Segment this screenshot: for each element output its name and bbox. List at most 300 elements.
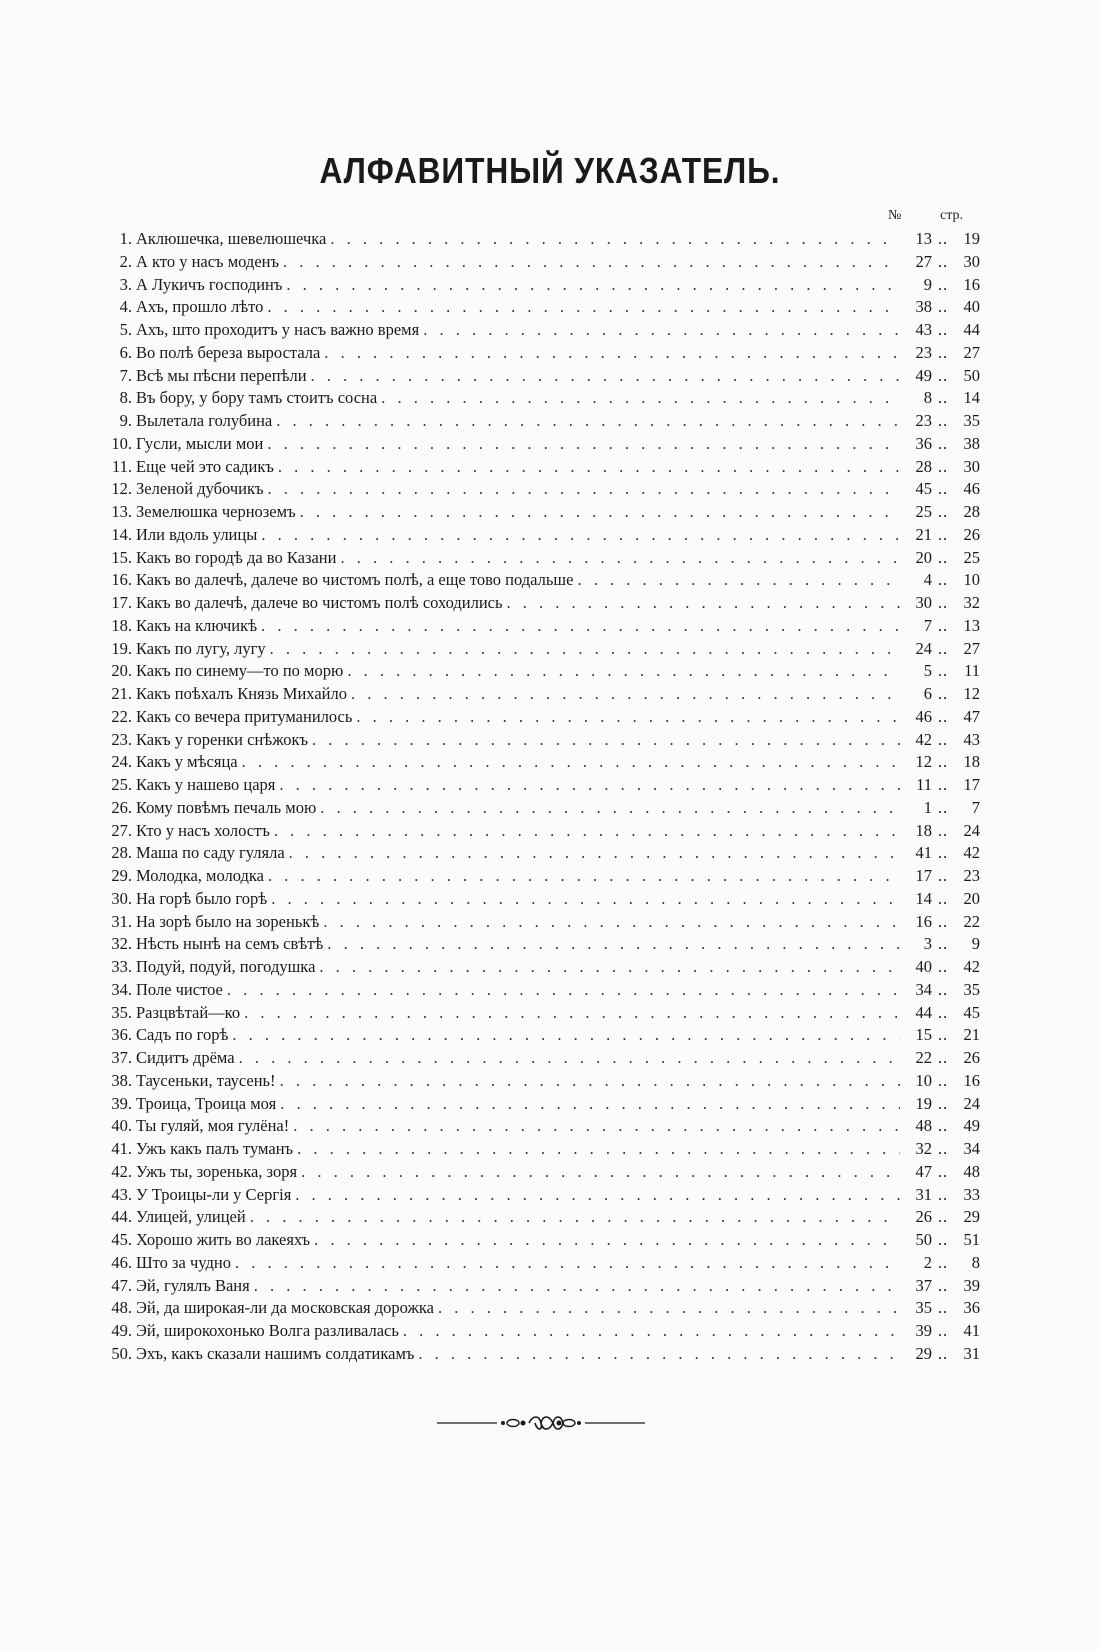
entry-title: Во полѣ береза выростала xyxy=(136,342,321,362)
entry-page: 16 xyxy=(963,274,980,294)
entry-page: 44 xyxy=(963,320,980,339)
entry-separator: .. xyxy=(937,752,949,772)
entry-separator: .. xyxy=(937,1321,949,1340)
dot-leader xyxy=(289,842,900,865)
entry-separator: .. xyxy=(937,502,949,521)
entry-title: Разцвѣтай—ко xyxy=(136,1002,241,1022)
entry-number: 23 xyxy=(915,342,932,362)
index-entry xyxy=(100,1229,980,1252)
decorative-ornament xyxy=(437,1410,645,1436)
dot-leader xyxy=(423,319,900,342)
entry-separator: .. xyxy=(937,934,949,954)
index-entry xyxy=(100,888,980,911)
entry-index: 28. xyxy=(111,843,132,863)
entry-index: 30. xyxy=(111,888,132,908)
dot-leader xyxy=(242,751,900,774)
entry-index: 5. xyxy=(119,320,132,339)
entry-number: 13 xyxy=(915,229,932,248)
entry-title: Садъ по горѣ xyxy=(136,1025,229,1045)
entry-title: Подуй, подуй, погодушка xyxy=(136,957,316,976)
entry-page: 19 xyxy=(963,229,980,248)
index-entry xyxy=(100,1070,980,1093)
entry-page: 42 xyxy=(963,957,980,976)
entry-title: Ужъ какъ палъ туманъ xyxy=(136,1139,294,1158)
entry-index: 32. xyxy=(111,934,132,954)
dot-leader xyxy=(280,1070,900,1093)
dot-leader xyxy=(418,1343,900,1366)
entry-index: 46. xyxy=(111,1252,132,1272)
entry-title: Эй, широкохонько Волга разливалась xyxy=(136,1321,399,1340)
dot-leader xyxy=(276,410,900,433)
entry-index: 43. xyxy=(111,1184,132,1204)
entry-title: Какъ по синему—то по морю xyxy=(136,661,344,681)
entry-title: На зорѣ было на зоренькѣ xyxy=(136,911,320,931)
entry-title: А кто у насъ моденъ xyxy=(136,251,280,271)
entry-index: 2. xyxy=(119,251,132,271)
entry-page: 25 xyxy=(963,547,980,567)
index-entry xyxy=(100,296,980,319)
entry-number: 35 xyxy=(915,1298,932,1318)
entry-number: 6 xyxy=(923,684,932,703)
entry-title: Какъ у нашево царя xyxy=(136,775,276,794)
entry-number: 30 xyxy=(915,593,932,612)
entry-page: 24 xyxy=(963,820,980,840)
entry-index: 49. xyxy=(111,1321,132,1340)
entry-title: Ахъ, прошло лѣто xyxy=(136,297,264,317)
entry-page: 35 xyxy=(963,979,980,999)
entry-index: 1. xyxy=(119,229,132,248)
index-list xyxy=(100,228,980,1366)
entry-title: Ты гуляй, моя гулёна! xyxy=(136,1116,290,1136)
dot-leader xyxy=(403,1320,900,1343)
entry-page: 14 xyxy=(963,388,980,408)
entry-page: 46 xyxy=(963,479,980,499)
entry-index: 50. xyxy=(111,1343,132,1363)
entry-title: Кому повѣмъ печаль мою xyxy=(136,797,317,817)
index-entry xyxy=(100,1297,980,1320)
entry-title: Какъ во далечѣ, далече во чистомъ полѣ соходились xyxy=(136,593,503,612)
entry-title: Земелюшка черноземъ xyxy=(136,502,296,521)
entry-number: 26 xyxy=(915,1207,932,1227)
entry-page: 36 xyxy=(963,1298,980,1318)
entry-number: 42 xyxy=(915,729,932,749)
dot-leader xyxy=(232,1024,900,1047)
entry-title: Хорошо жить во лакеяхъ xyxy=(136,1230,311,1249)
entry-page: 18 xyxy=(963,752,980,772)
entry-page: 17 xyxy=(963,775,980,794)
dot-leader xyxy=(356,706,900,729)
dot-leader xyxy=(327,933,900,956)
entry-page: 30 xyxy=(963,251,980,271)
dot-leader xyxy=(235,1252,900,1275)
entry-separator: .. xyxy=(937,1230,949,1249)
entry-number: 28 xyxy=(915,456,932,476)
index-entry xyxy=(100,1024,980,1047)
index-entry xyxy=(100,1275,980,1298)
dot-leader xyxy=(319,956,900,979)
entry-separator: .. xyxy=(937,251,949,271)
entry-title: Улицей, улицей xyxy=(136,1207,246,1227)
index-entry xyxy=(100,706,980,729)
dot-leader xyxy=(244,1002,900,1025)
index-entry xyxy=(100,774,980,797)
entry-number: 45 xyxy=(915,479,932,499)
entry-index: 13. xyxy=(111,502,132,521)
entry-separator: .. xyxy=(937,524,949,544)
index-entry xyxy=(100,751,980,774)
entry-index: 41. xyxy=(111,1139,132,1158)
entry-number: 22 xyxy=(915,1048,932,1067)
entry-separator: .. xyxy=(937,979,949,999)
entry-separator: .. xyxy=(937,365,949,385)
entry-separator: .. xyxy=(937,797,949,817)
entry-number: 49 xyxy=(915,365,932,385)
entry-number: 46 xyxy=(915,706,932,726)
entry-separator: .. xyxy=(937,729,949,749)
entry-index: 14. xyxy=(111,524,132,544)
entry-separator: .. xyxy=(937,411,949,430)
entry-index: 31. xyxy=(111,911,132,931)
entry-separator: .. xyxy=(937,661,949,681)
entry-index: 27. xyxy=(111,820,132,840)
dot-leader xyxy=(507,592,900,615)
entry-page: 45 xyxy=(963,1002,980,1022)
entry-number: 8 xyxy=(923,388,932,408)
dot-leader xyxy=(279,774,900,797)
dot-leader xyxy=(283,251,900,274)
entry-index: 11. xyxy=(111,456,132,476)
entry-number: 1 xyxy=(923,797,932,817)
entry-number: 31 xyxy=(915,1184,932,1204)
dot-leader xyxy=(250,1206,900,1229)
entry-title: Кто у насъ холостъ xyxy=(136,820,270,840)
entry-separator: .. xyxy=(937,866,949,885)
dot-leader xyxy=(267,296,900,319)
entry-number: 16 xyxy=(915,911,932,931)
entry-page: 38 xyxy=(963,433,980,453)
index-entry xyxy=(100,660,980,683)
entry-title: Или вдоль улицы xyxy=(136,524,258,544)
entry-number: 37 xyxy=(915,1275,932,1295)
entry-separator: .. xyxy=(937,456,949,476)
entry-index: 21. xyxy=(111,684,132,703)
entry-title: Ахъ, што проходитъ у насъ важно время xyxy=(136,320,420,339)
entry-page: 49 xyxy=(963,1116,980,1136)
index-entry xyxy=(100,251,980,274)
dot-leader xyxy=(347,660,900,683)
dot-leader xyxy=(351,683,900,706)
entry-separator: .. xyxy=(937,1070,949,1090)
index-entry xyxy=(100,456,980,479)
entry-page: 30 xyxy=(963,456,980,476)
entry-separator: .. xyxy=(937,911,949,931)
index-entry xyxy=(100,1161,980,1184)
entry-title: Поле чистое xyxy=(136,979,223,999)
entry-index: 19. xyxy=(111,638,132,658)
index-entry xyxy=(100,683,980,706)
entry-title: Што за чудно xyxy=(136,1252,231,1272)
entry-number: 47 xyxy=(915,1161,932,1181)
entry-title: Зеленой дубочикъ xyxy=(136,479,264,499)
index-entry xyxy=(100,592,980,615)
entry-separator: .. xyxy=(937,706,949,726)
entry-number: 32 xyxy=(915,1139,932,1158)
dot-leader xyxy=(280,1093,900,1116)
index-entry xyxy=(100,342,980,365)
dot-leader xyxy=(293,1115,900,1138)
entry-index: 17. xyxy=(111,593,132,612)
entry-index: 39. xyxy=(111,1093,132,1113)
dot-leader xyxy=(301,1161,900,1184)
index-entry xyxy=(100,1206,980,1229)
entry-index: 6. xyxy=(119,342,132,362)
entry-page: 16 xyxy=(963,1070,980,1090)
entry-page: 39 xyxy=(963,1275,980,1295)
entry-page: 9 xyxy=(971,934,980,954)
entry-index: 29. xyxy=(111,866,132,885)
entry-page: 13 xyxy=(963,615,980,635)
entry-page: 40 xyxy=(963,297,980,317)
index-entry xyxy=(100,387,980,410)
index-entry xyxy=(100,933,980,956)
entry-separator: .. xyxy=(937,888,949,908)
entry-page: 34 xyxy=(963,1139,980,1158)
index-entry xyxy=(100,1138,980,1161)
index-entry xyxy=(100,842,980,865)
entry-page: 48 xyxy=(963,1161,980,1181)
entry-separator: .. xyxy=(937,479,949,499)
entry-page: 8 xyxy=(971,1252,980,1272)
dot-leader xyxy=(268,865,900,888)
entry-separator: .. xyxy=(937,342,949,362)
entry-title: Эй, гулялъ Ваня xyxy=(136,1275,250,1295)
index-entry xyxy=(100,1343,980,1366)
entry-page: 26 xyxy=(963,524,980,544)
entry-title: Какъ поѣхалъ Князь Михайло xyxy=(136,684,347,703)
entry-number: 19 xyxy=(915,1093,932,1113)
entry-number: 34 xyxy=(915,979,932,999)
entry-page: 10 xyxy=(963,570,980,590)
entry-page: 50 xyxy=(963,365,980,385)
dot-leader xyxy=(278,456,900,479)
entry-separator: .. xyxy=(937,615,949,635)
entry-number: 5 xyxy=(923,661,932,681)
index-entry xyxy=(100,865,980,888)
entry-title: Какъ у мѣсяца xyxy=(136,752,238,772)
entry-separator: .. xyxy=(937,1298,949,1318)
dot-leader xyxy=(438,1297,900,1320)
entry-separator: .. xyxy=(937,1093,949,1113)
entry-number: 14 xyxy=(915,888,932,908)
entry-number: 44 xyxy=(915,1002,932,1022)
entry-index: 22. xyxy=(111,706,132,726)
entry-index: 48. xyxy=(111,1298,132,1318)
entry-index: 8. xyxy=(119,388,132,408)
entry-page: 27 xyxy=(963,638,980,658)
dot-leader xyxy=(330,228,900,251)
entry-number: 36 xyxy=(915,433,932,453)
dot-leader xyxy=(261,615,900,638)
entry-separator: .. xyxy=(937,1184,949,1204)
index-entry xyxy=(100,1115,980,1138)
entry-number: 7 xyxy=(923,615,932,635)
index-entry xyxy=(100,501,980,524)
entry-separator: .. xyxy=(937,775,949,794)
entry-title: Какъ у горенки снѣжокъ xyxy=(136,729,309,749)
entry-title: Аклюшечка, шевелюшечка xyxy=(136,229,327,248)
entry-number: 23 xyxy=(915,411,932,430)
dot-leader xyxy=(381,387,900,410)
entry-page: 20 xyxy=(963,888,980,908)
entry-separator: .. xyxy=(937,820,949,840)
entry-title: Маша по саду гуляла xyxy=(136,843,285,863)
dot-leader xyxy=(274,820,900,843)
index-entry xyxy=(100,797,980,820)
entry-separator: .. xyxy=(937,638,949,658)
entry-separator: .. xyxy=(937,843,949,863)
dot-leader xyxy=(267,433,900,456)
entry-title: На горѣ было горѣ xyxy=(136,888,268,908)
index-entry xyxy=(100,524,980,547)
entry-number: 41 xyxy=(915,843,932,863)
dot-leader xyxy=(577,569,900,592)
index-entry xyxy=(100,911,980,934)
dot-leader xyxy=(261,524,900,547)
entry-number: 2 xyxy=(923,1252,932,1272)
entry-separator: .. xyxy=(937,1002,949,1022)
entry-index: 36. xyxy=(111,1025,132,1045)
entry-index: 38. xyxy=(111,1070,132,1090)
entry-page: 43 xyxy=(963,729,980,749)
entry-index: 35. xyxy=(111,1002,132,1022)
entry-page: 22 xyxy=(963,911,980,931)
index-entry xyxy=(100,1320,980,1343)
entry-page: 23 xyxy=(963,866,980,885)
entry-separator: .. xyxy=(937,1048,949,1067)
entry-page: 31 xyxy=(963,1343,980,1363)
entry-title: У Троицы-ли у Сергія xyxy=(136,1184,292,1204)
entry-separator: .. xyxy=(937,1252,949,1272)
entry-number: 20 xyxy=(915,547,932,567)
index-entry xyxy=(100,478,980,501)
entry-number: 50 xyxy=(915,1230,932,1249)
entry-separator: .. xyxy=(937,320,949,339)
index-entry xyxy=(100,820,980,843)
entry-page: 51 xyxy=(963,1230,980,1249)
entry-title: Какъ по лугу, лугу xyxy=(136,638,266,658)
entry-number: 29 xyxy=(915,1343,932,1363)
entry-separator: .. xyxy=(937,388,949,408)
entry-separator: .. xyxy=(937,684,949,703)
entry-index: 7. xyxy=(119,365,132,385)
index-entry xyxy=(100,1093,980,1116)
dot-leader xyxy=(239,1047,900,1070)
entry-page: 12 xyxy=(963,684,980,703)
entry-separator: .. xyxy=(937,1139,949,1158)
entry-page: 35 xyxy=(963,411,980,430)
entry-separator: .. xyxy=(937,1207,949,1227)
entry-number: 11 xyxy=(916,775,932,794)
page-title: АЛФАВИТНЫЙ УКАЗАТЕЛЬ. xyxy=(319,150,781,191)
column-headers xyxy=(880,208,980,224)
entry-title: Всѣ мы пѣсни перепѣли xyxy=(136,365,307,385)
entry-separator: .. xyxy=(937,274,949,294)
dot-leader xyxy=(312,729,900,752)
entry-page: 28 xyxy=(963,502,980,521)
entry-title: Какъ во далечѣ, далече во чистомъ полѣ, а еще тово подальше xyxy=(136,570,574,590)
entry-number: 18 xyxy=(915,820,932,840)
entry-number: 9 xyxy=(923,274,932,294)
index-entry xyxy=(100,729,980,752)
index-entry xyxy=(100,1252,980,1275)
entry-title: Какъ на ключикѣ xyxy=(136,615,258,635)
entry-index: 33. xyxy=(111,957,132,976)
dot-leader xyxy=(271,888,900,911)
index-entry xyxy=(100,274,980,297)
entry-page: 21 xyxy=(963,1025,980,1045)
dot-leader xyxy=(311,365,900,388)
entry-separator: .. xyxy=(937,297,949,317)
entry-index: 44. xyxy=(111,1207,132,1227)
index-entry xyxy=(100,410,980,433)
entry-page: 32 xyxy=(963,593,980,612)
entry-index: 4. xyxy=(119,297,132,317)
entry-index: 16. xyxy=(111,570,132,590)
entry-separator: .. xyxy=(937,547,949,567)
entry-page: 27 xyxy=(963,342,980,362)
index-entry xyxy=(100,228,980,251)
index-entry xyxy=(100,638,980,661)
number-column-header: № xyxy=(888,208,902,223)
entry-page: 29 xyxy=(963,1207,980,1227)
entry-title: Молодка, молодка xyxy=(136,866,265,885)
entry-separator: .. xyxy=(937,1343,949,1363)
entry-title: Какъ во городѣ да во Казани xyxy=(136,547,337,567)
entry-separator: .. xyxy=(937,1275,949,1295)
entry-index: 12. xyxy=(111,479,132,499)
dot-leader xyxy=(314,1229,900,1252)
entry-number: 15 xyxy=(915,1025,932,1045)
index-entry xyxy=(100,569,980,592)
dot-leader xyxy=(297,1138,900,1161)
index-entry xyxy=(100,547,980,570)
entry-index: 25. xyxy=(111,775,132,794)
entry-separator: .. xyxy=(937,593,949,612)
entry-title: Вылетала голубина xyxy=(136,411,273,430)
entry-number: 27 xyxy=(915,251,932,271)
entry-title: Сидитъ дрёма xyxy=(136,1048,235,1067)
dot-leader xyxy=(340,547,900,570)
entry-page: 47 xyxy=(963,706,980,726)
page-column-header: стр. xyxy=(940,208,964,223)
entry-title: Еще чей это садикъ xyxy=(136,456,274,476)
dot-leader xyxy=(227,979,900,1002)
entry-index: 26. xyxy=(111,797,132,817)
entry-title: Ужъ ты, зоренька, зоря xyxy=(136,1161,298,1181)
index-entry xyxy=(100,1002,980,1025)
entry-index: 20. xyxy=(111,661,132,681)
entry-separator: .. xyxy=(937,570,949,590)
entry-index: 15. xyxy=(111,547,132,567)
entry-index: 9. xyxy=(119,411,132,430)
entry-number: 40 xyxy=(915,957,932,976)
entry-separator: .. xyxy=(937,1116,949,1136)
entry-page: 33 xyxy=(963,1184,980,1204)
entry-number: 21 xyxy=(915,524,932,544)
index-entry xyxy=(100,979,980,1002)
entry-index: 40. xyxy=(111,1116,132,1136)
entry-page: 26 xyxy=(963,1048,980,1067)
